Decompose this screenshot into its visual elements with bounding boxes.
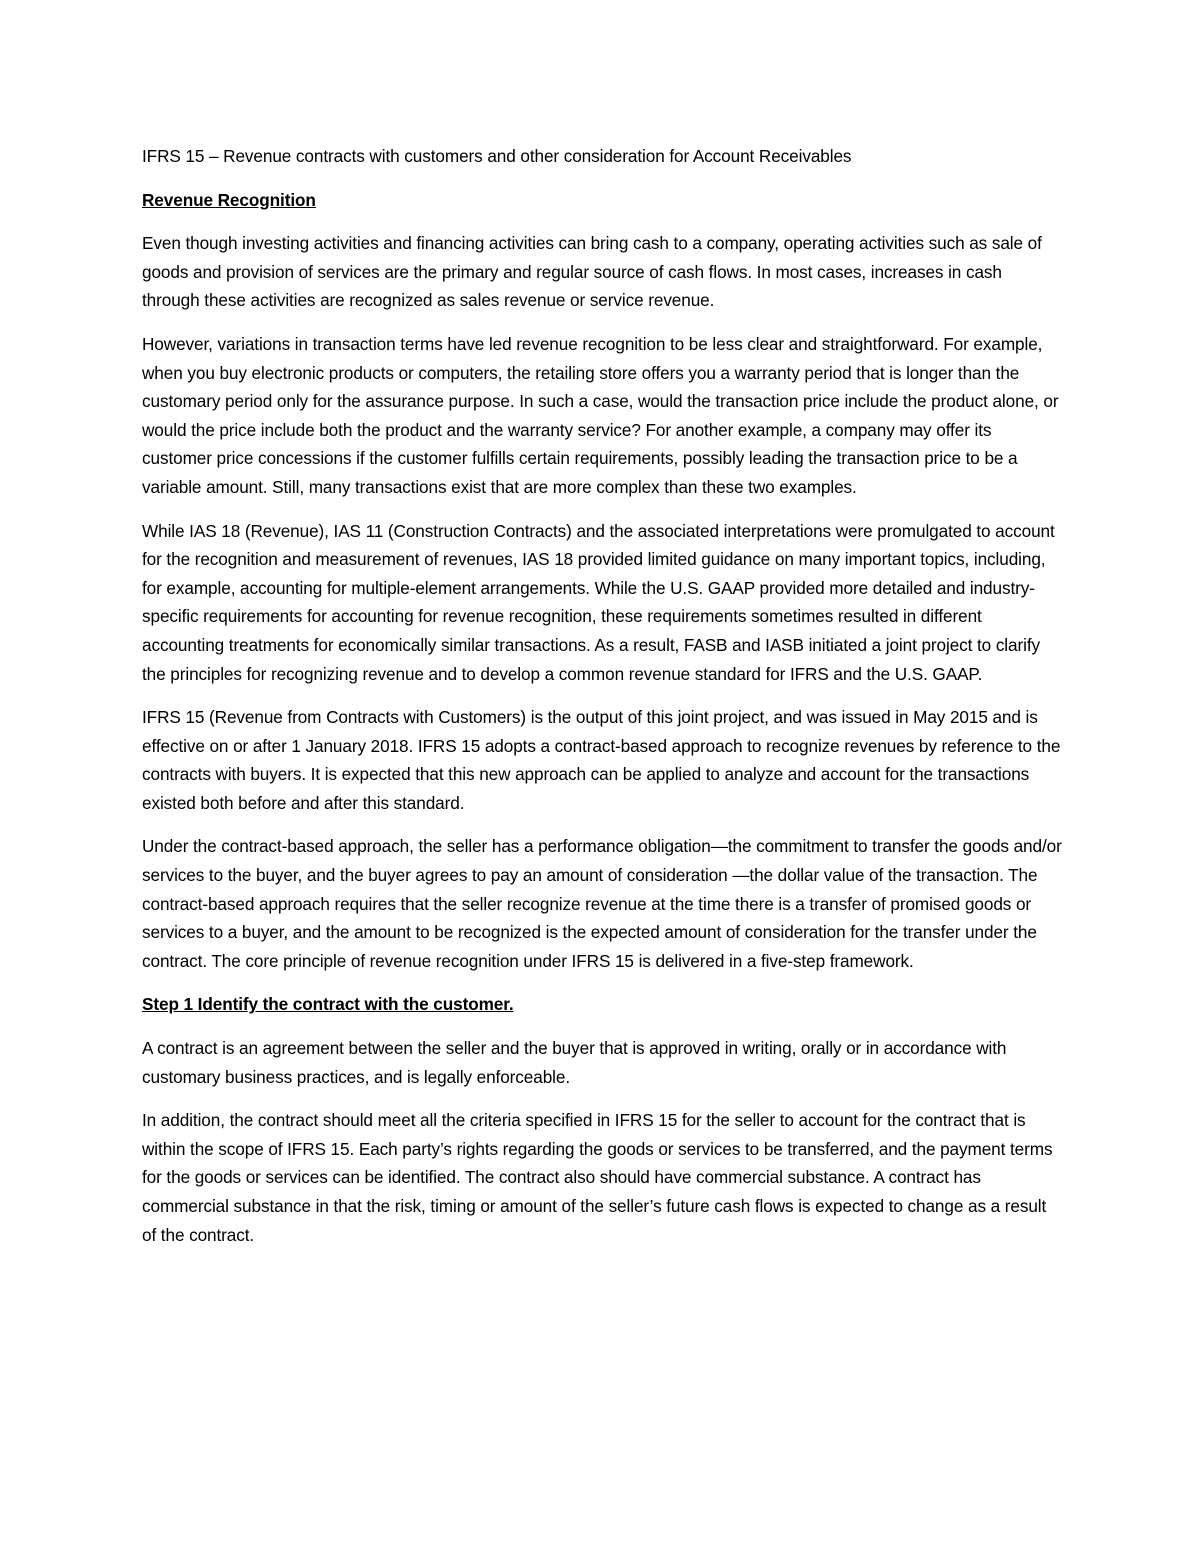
paragraph-ifrs-15-issued: IFRS 15 (Revenue from Contracts with Customers) is the output of this joint project, and was issued in May 2015 and is effective on or after 1 January 2018. IFRS 15 adopts a contract-based approach to recognize revenues by reference to the contracts with buyers. It is expected that this new approach can be applied to analyze and account for the transactions existed both before and after this standard. <box>142 707 1061 813</box>
document-title: IFRS 15 – Revenue contracts with customers and other consideration for Account Receivables <box>142 146 852 166</box>
document-body <box>142 142 1062 1264</box>
paragraph-ias-18: While IAS 18 (Revenue), IAS 11 (Construction Contracts) and the associated interpretations were promulgated to account for the recognition and measurement of revenues, IAS 18 provided limited guidance on many important topics, including, for example, accounting for multiple-element arrangements. While the U.S. GAAP provided more detailed and industry-specific requirements for accounting for revenue recognition, these requirements sometimes resulted in different accounting treatments for economically similar transactions. As a result, FASB and IASB initiated a joint project to clarify the principles for recognizing revenue and to develop a common revenue standard for IFRS and the U.S. GAAP. <box>142 520 1055 684</box>
section-heading-revenue-recognition: Revenue Recognition <box>142 189 316 210</box>
paragraph-operating-activities: Even though investing activities and financing activities can bring cash to a company, operating activities such as sale of goods and provision of services are the primary and regular source of cash flows. In most cases, increases in cash through these activities are recognized as sales revenue or service revenue. <box>142 233 1042 311</box>
paragraph-transaction-variations: However, variations in transaction terms have led revenue recognition to be less clear and straightforward. For example, when you buy electronic products or computers, the retailing store offers you a warranty period that is longer than the customary period only for the assurance purpose. In such a case, would the transaction price include the product alone, or would the price include both the product and the warranty service? For another example, a company may offer its customer price concessions if the customer fulfills certain requirements, possibly leading the transaction price to be a variable amount. Still, many transactions exist that are more complex than these two examples. <box>142 333 1059 497</box>
paragraph-contract-based-approach: Under the contract-based approach, the seller has a performance obligation—the commitment to transfer the goods and/or services to the buyer, and the buyer agrees to pay an amount of consideration —the dollar value of the transaction. The contract-based approach requires that the seller recognize revenue at the time there is a transfer of promised goods or services to a buyer, and the amount to be recognized is the expected amount of consideration for the transfer under the contract. The core principle of revenue recognition under IFRS 15 is delivered in a five-step framework. <box>142 836 1062 971</box>
paragraph-contract-definition: A contract is an agreement between the seller and the buyer that is approved in writing, orally or in accordance with customary business practices, and is legally enforceable. <box>142 1038 1007 1087</box>
paragraph-contract-criteria: In addition, the contract should meet all the criteria specified in IFRS 15 for the seller to account for the contract that is within the scope of IFRS 15. Each party’s rights regarding the goods or services to be transferred, and the payment terms for the goods or services can be identified. The contract also should have commercial substance. A contract has commercial substance in that the risk, timing or amount of the seller’s future cash flows is expected to change as a result of the contract. <box>142 1110 1053 1245</box>
step1-heading: Step 1 Identify the contract with the customer. <box>142 994 514 1015</box>
